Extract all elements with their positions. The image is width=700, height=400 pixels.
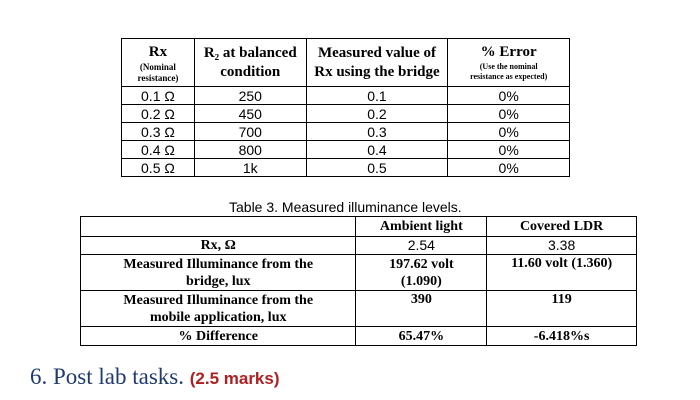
cell-rx: 0.1 Ω: [122, 87, 195, 105]
table-row: [81, 327, 637, 346]
header-covered-ldr: Covered LDR: [487, 217, 637, 237]
cell-measured: 0.4: [306, 141, 448, 159]
cell-measured: 0.3: [306, 123, 448, 141]
illuminance-table: [80, 216, 637, 346]
post-lab-marks: (2.5 marks): [189, 369, 280, 388]
cell-measured: 0.2: [306, 105, 448, 123]
cell-diff-ambient: 65.47%: [356, 327, 487, 346]
cell-error: 0%: [448, 105, 570, 123]
post-lab-title: 6. Post lab tasks.: [30, 364, 184, 389]
row-label-mobile: Measured Illuminance from the mobile application, lux: [81, 291, 356, 327]
table-row: [122, 105, 570, 123]
cell-bridge-covered: 11.60 volt (1.360): [487, 255, 637, 291]
header-ambient-light: Ambient light: [356, 217, 487, 237]
header-r2: R₂ at balanced condition: [194, 39, 306, 87]
table-row: [122, 159, 570, 177]
cell-error: 0%: [448, 123, 570, 141]
cell-r2: 700: [194, 123, 306, 141]
cell-rx-covered: 3.38: [487, 237, 637, 255]
row-label-bridge: Measured Illuminance from the bridge, lux: [81, 255, 356, 291]
cell-rx: 0.3 Ω: [122, 123, 195, 141]
cell-rx: 0.4 Ω: [122, 141, 195, 159]
empty-header-cell: [81, 217, 356, 237]
table-row: [81, 255, 637, 291]
cell-measured: 0.5: [306, 159, 448, 177]
header-measured: Measured value of Rx using the bridge: [306, 39, 448, 87]
cell-mobile-covered: 119: [487, 291, 637, 327]
cell-error: 0%: [448, 87, 570, 105]
row-label-rx: Rx, Ω: [81, 237, 356, 255]
header-error: % Error (Use the nominal resistance as expected): [448, 39, 570, 87]
cell-error: 0%: [448, 159, 570, 177]
header-row: [81, 217, 637, 237]
cell-measured: 0.1: [306, 87, 448, 105]
cell-rx: 0.5 Ω: [122, 159, 195, 177]
cell-bridge-ambient: 197.62 volt (1.090): [356, 255, 487, 291]
table-row: [122, 141, 570, 159]
table-row: [81, 237, 637, 255]
cell-diff-covered: -6.418%s: [487, 327, 637, 346]
table-row: [81, 291, 637, 327]
cell-rx: 0.2 Ω: [122, 105, 195, 123]
table-row: [122, 87, 570, 105]
cell-r2: 450: [194, 105, 306, 123]
table-caption: Table 3. Measured illuminance levels.: [229, 199, 462, 215]
row-label-difference: % Difference: [81, 327, 356, 346]
bridge-measurement-table: [121, 38, 570, 177]
cell-mobile-ambient: 390: [356, 291, 487, 327]
cell-rx-ambient: 2.54: [356, 237, 487, 255]
cell-r2: 800: [194, 141, 306, 159]
cell-error: 0%: [448, 141, 570, 159]
header-rx: Rx (Nominal resistance): [122, 39, 195, 87]
table-row: [122, 123, 570, 141]
post-lab-heading: [30, 364, 280, 390]
cell-r2: 250: [194, 87, 306, 105]
cell-r2: 1k: [194, 159, 306, 177]
